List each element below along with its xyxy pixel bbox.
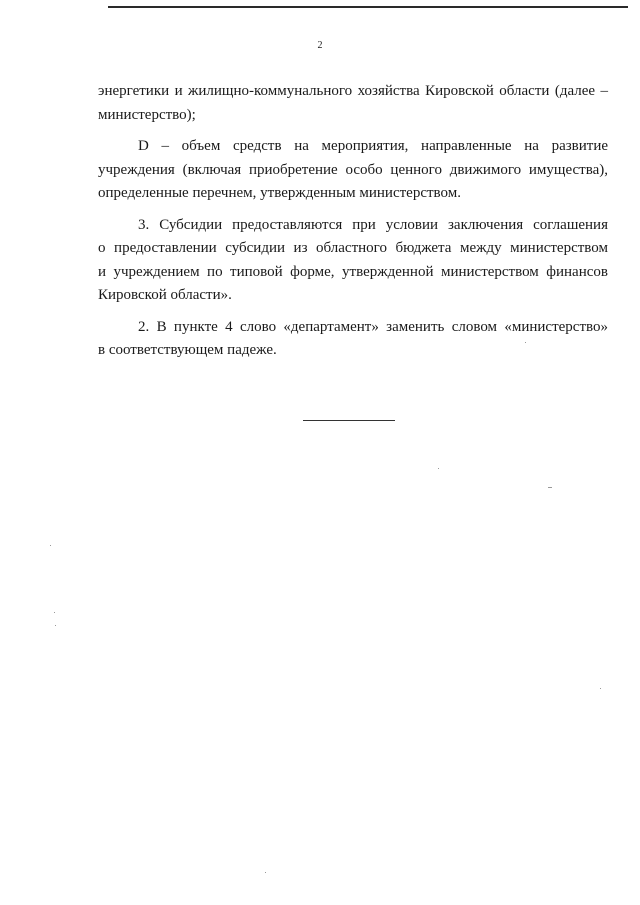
text-line: 3. Субсидии предоставляются при условии заключения соглашения: [138, 216, 608, 233]
document-body: [98, 80, 608, 363]
scan-speck: [600, 688, 601, 689]
top-border-line: [108, 6, 628, 8]
text-line: о предоставлении субсидии из областного бюджета между министерством: [98, 240, 608, 256]
scan-speck: [50, 545, 51, 546]
paragraph-spacing: [98, 206, 608, 214]
scan-speck: [54, 612, 55, 613]
text-line: в соответствующем падеже.: [98, 342, 277, 358]
paragraph-clause-2: [98, 316, 608, 363]
paragraph-clause-3: [98, 214, 608, 308]
text-line: и учреждением по типовой форме, утвержденной министерством финансов: [98, 263, 608, 280]
text-line: Кировской области».: [98, 287, 232, 303]
text-line: определенные перечнем, утвержденным министерством.: [98, 185, 461, 201]
text-line: энергетики и жилищно-коммунального хозяйства Кировской области (далее –: [98, 83, 608, 99]
scan-speck: [55, 625, 56, 626]
closing-separator-line: [303, 420, 395, 421]
paragraph-spacing: [98, 308, 608, 316]
text-line: министерство);: [98, 106, 196, 123]
scan-speck: [525, 342, 526, 343]
text-line: учреждения (включая приобретение особо ценного движимого имущества),: [98, 161, 608, 178]
paragraph-definition-d: [98, 135, 608, 206]
paragraph-spacing: [98, 127, 608, 135]
scan-speck: [438, 468, 439, 469]
page-number: 2: [317, 40, 323, 51]
scan-speck: [548, 487, 552, 488]
text-line: 2. В пункте 4 слово «департамент» заменить словом «министерство»: [138, 318, 608, 335]
scan-speck: [265, 872, 266, 873]
paragraph-definition-continuation: [98, 80, 608, 127]
text-line: D – объем средств на мероприятия, направленные на развитие: [138, 138, 608, 154]
